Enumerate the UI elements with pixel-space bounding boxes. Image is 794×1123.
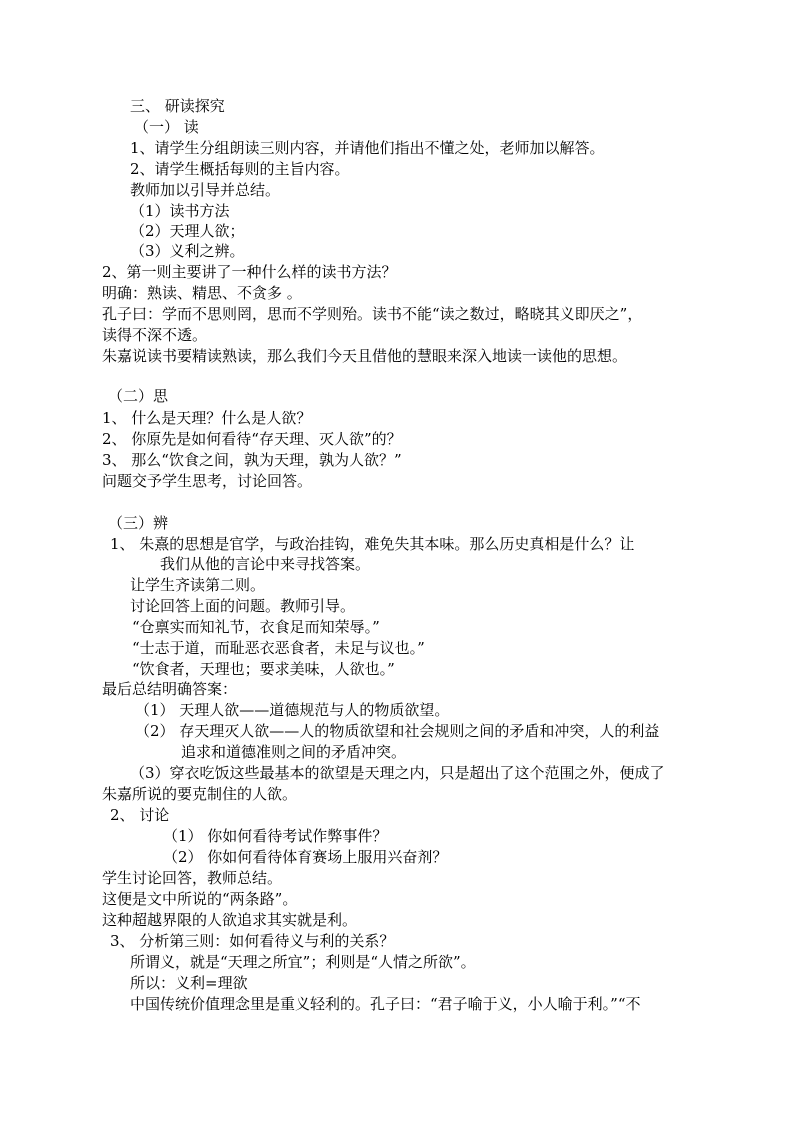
list-item: 3、 分析第三则：如何看待义与利的关系？	[110, 932, 395, 950]
text-line: 所谓义，就是“天理之所宜”；利则是“人情之所欲”。	[130, 953, 476, 971]
text-line: 朱嘉说读书要精读熟读，那么我们今天且借他的慧眼来深入地读一读他的思想。	[102, 347, 628, 365]
text-line: 2、第一则主要讲了一种什么样的读书方法？	[102, 263, 397, 281]
list-item: （1）读书方法	[130, 202, 230, 220]
text-line: 2、请学生概括每则的主旨内容。	[130, 160, 350, 178]
section-heading: 三、 研读探究	[130, 97, 225, 115]
text-line: 教师加以引导并总结。	[130, 181, 281, 199]
list-item: （2） 存天理灭人欲——人的物质欲望和社会规则之间的矛盾和冲突，人的利益	[135, 722, 660, 740]
text-line: 中国传统价值理念里是重义轻利的。孔子曰：“君子喻于义，小人喻于利。”“不	[130, 995, 641, 1013]
text-line: 学生讨论回答，教师总结。	[102, 869, 283, 887]
text-line: 明确：熟读、精思、不贪多 。	[102, 284, 302, 302]
text-line: 孔子曰：学而不思则罔，思而不学则殆。读书不能“读之数过，略晓其义即厌之”，	[102, 305, 643, 323]
list-item: （2）天理人欲；	[130, 222, 245, 240]
text-line: 这便是文中所说的“两条路”。	[102, 890, 298, 908]
text-line: 追求和道德准则之间的矛盾冲突。	[181, 743, 407, 761]
text-line: （3）穿衣吃饭这些最基本的欲望是天理之内，只是超出了这个范围之外，便成了	[130, 764, 665, 782]
text-line: 读得不深不透。	[102, 326, 208, 344]
list-item: 1、 朱熹的思想是官学，与政治挂钩，难免失其本味。那么历史真相是什么？让	[110, 535, 635, 553]
quote-line: “饮食者，天理也；要求美味，人欲也。”	[132, 660, 395, 678]
list-item: 2、 讨论	[110, 806, 170, 824]
list-item: （1） 天理人欲——道德规范与人的物质欲望。	[135, 701, 450, 719]
text-line: 讨论回答上面的问题。教师引导。	[130, 597, 356, 615]
text-line: 1、请学生分组朗读三则内容，并请他们指出不懂之处，老师加以解答。	[130, 139, 605, 157]
text-line: 这种超越界限的人欲追求其实就是利。	[102, 911, 358, 929]
list-item: （2） 你如何看待体育赛场上服用兴奋剂？	[163, 848, 448, 866]
subsection-heading-think: （二）思	[108, 387, 169, 405]
quote-line: “士志于道，而耻恶衣恶食者，未足与议也。”	[132, 639, 425, 657]
text-line: 所以：义利=理欲	[130, 974, 248, 992]
text-line: 问题交予学生思考，讨论回答。	[102, 472, 313, 490]
list-item: 1、 什么是天理？什么是人欲？	[102, 409, 312, 427]
text-line: 朱嘉所说的要克制住的人欲。	[102, 785, 298, 803]
list-item: 3、 那么“饮食之间，孰为天理，孰为人欲？”	[102, 451, 402, 469]
text-line: 我们从他的言论中来寻找答案。	[160, 555, 371, 573]
subsection-heading-distinguish: （三）辨	[108, 514, 169, 532]
quote-line: “仓禀实而知礼节，衣食足而知荣辱。”	[132, 618, 380, 636]
subsection-heading-read: （一） 读	[134, 118, 199, 136]
text-line: 最后总结明确答案：	[102, 680, 238, 698]
text-line: 让学生齐读第二则。	[130, 576, 266, 594]
list-item: 2、 你原先是如何看待“存天理、灭人欲”的？	[102, 430, 402, 448]
list-item: （3）义利之辨。	[130, 242, 245, 260]
list-item: （1） 你如何看待考试作弊事件？	[163, 827, 388, 845]
